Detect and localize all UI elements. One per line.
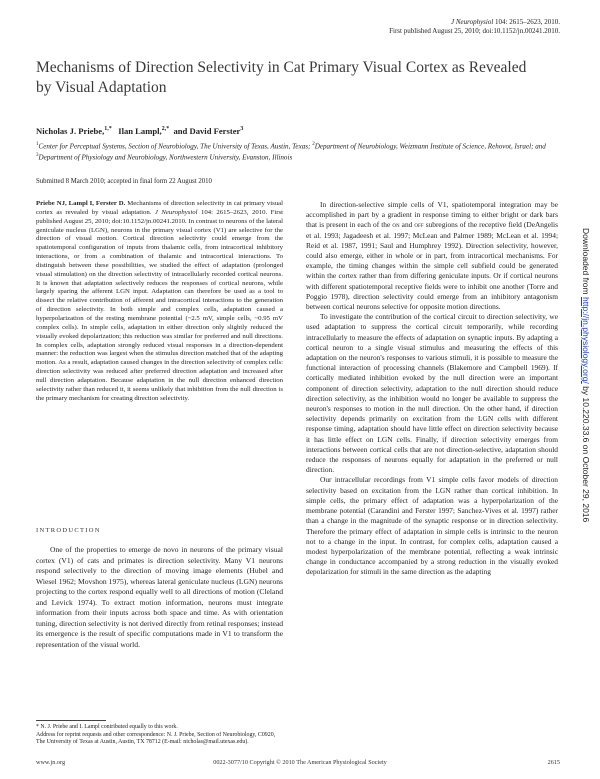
download-watermark [581,228,591,522]
journal-name: J Neurophysiol [450,18,494,26]
author-name: David Ferster [189,126,241,136]
introduction-text [36,545,283,650]
published-line: First published August 25, 2010; doi:10.1152/jn.00241.2010. [389,27,560,35]
text-run: subregions of the receptive field (DeAngelis et al. 1993; Jagadeesh et al. 1997; McLean and Palmer 1989; McLean et al. 1994; Reid et al. 1987, 1991; Saul and Humphrey 1992). Direction selectivity, however, could also emerge, either in whole or in part, from intracortical mechanisms. For example, the timing changes within the simple cell subfield could be generated within the cortex rather than from differing geniculate inputs. Or if cortical neurons with different spatiotemporal receptive fields were to inhibit one another (Torre and Poggio 1978), direction selectivity could emerge from an inhibitory antagonism between cortical neurons selective for opposite motion directions. [306,220,558,312]
page-number: 2615 [547,759,560,766]
affiliation-number: 1 [36,142,39,147]
paragraph [306,200,558,312]
text-run: In direction-selective simple cells of V1, spatiotemporal integration may be accomplished in part by a gradient in response timing to either bright or dark bars that is present in each of the [306,200,558,230]
paragraph: Our intracellular recordings from V1 simple cells favor models of direction selectivity based on excitation from the LGN rather than cortical inhibition. In simple cells, the primary effect of adaptation was a hyperpolarization of the membrane potential (Carandini and Ferster 1997; Sanchez-Vives et al. 1997) rather than a change in the magnitude of the synaptic response or in direction selectivity. Therefore the primary effect of adaptation in simple cells is intrinsic to the neuron not to a change in the input. In contrast, for complex cells, adaptation caused a modest hyperpolarization of the membrane potential, reflecting a weak intrinsic change in conductance accompanied by a strong reduction in the visually evoked depolarization for stimuli in the same direction as the adapting [306,475,558,577]
paragraph: To investigate the contribution of the cortical circuit to direction selectivity, we used adaptation to suppress the cortical circuit temporarily, while recording intracellularly to measure the effects of adaptation on synaptic inputs. By adapting a cortical neuron to a single visual stimulus and measuring the effects of this adaptation on the neuron's responses to various stimuli, it is possible to measure the functional interaction of processing channels (Blakemore and Campbell 1969). If cortically mediated inhibition evoked by the null direction were an important component of direction selectivity, adaptation to the null direction should reduce direction selectivity, as the inhibition would no longer be available to suppress the neuron's responses to motion in the null direction. On the other hand, if direction selectivity depends primarily on excitation from the LGN cells with different response timing, adaptation should have little effect on direction selectivity because it has little effect on LGN cells. Finally, if direction selectivity emerges from interactions between cortical cells that are not direction-selective, adaptation should reduce the responses of neurons equally for adaptation in the preferred or null direction. [306,312,558,475]
footnotes [36,724,283,747]
affiliation-number: 2 [312,142,315,147]
footer-website: www.jn.org [36,759,66,766]
footnote-divider [36,720,106,721]
download-link[interactable]: http://jn.physiology.org/ [581,297,591,384]
paragraph: One of the properties to emerge de novo in neurons of the primary visual cortex (V1) of cats and primates is direction selectivity. Many V1 neurons respond selectively to the direction of moving image elements (Hubel and Wiesel 1962; Movshon 1975), whereas lateral geniculate nucleus (LGN) neurons projecting to the cortex respond equally well to all directions of motion (Cleland and Levick 1974). To extract motion information, neurons must integrate information from their inputs across both space and time. As with orientation tuning, direction selectivity is not derived directly from retinal responses; instead its emergence is the result of specific computations made in V1 to transform the representation of the visual world. [36,545,283,649]
section-heading-introduction: INTRODUCTION [36,527,101,534]
submission-dates: Submitted 8 March 2010; accepted in final form 22 August 2010 [36,178,212,185]
author-superscript: 2,* [161,126,170,133]
author-list [36,126,243,136]
abstract-journal: J Neurophysiol [154,208,198,216]
abstract-title: Mechanisms of direction selectivity in cat primary visual cortex as revealed by visual adaptation. [36,200,283,216]
affiliations [36,140,556,163]
journal-reference [389,18,560,36]
off-subregion-label: off [414,220,424,230]
abstract [36,200,283,403]
on-subregion-label: on [392,220,400,230]
footnote: Address for reprint requests and other correspondence: N. J. Priebe, Section of Neurobiology, C0920, The University of Texas at Austin, Austin, TX 78712 (E-mail: nicholas@mail.utexas.edu). [36,731,276,746]
body-text-right-column [306,200,558,578]
abstract-authors: Priebe NJ, Lampl I, Ferster D. [36,200,126,207]
abstract-body: 104: 2615–2623, 2010. First published August 25, 2010; doi:10.1152/jn.00241.2010. In contrast to neurons of the lateral geniculate nucleus (LGN), neurons in the primary visual cortex (V1) are selective for the direction of visual motion. Cortical direction selectivity could emerge from the spatiotemporal configuration of inputs from thalamic cells, from intracortical inhibitory interactions, or from a combination of thalamic and intracortical interactions. To distinguish between these possibilities, we studied the effect of adaptation (prolonged visual stimulation) on the direction selectivity of intracellularly recorded cortical neurons. It is known that adaptation selectively reduces the responses of cortical neurons, while largely sparing the afferent LGN input. Adaptation can therefore be used as a tool to dissect the relative contribution of afferent and intracortical interactions to the generation of direction selectivity. In both simple and complex cells, adaptation caused a hyperpolarization of the resting membrane potential (~2.5 mV, simple cells, ~0.95 mV complex cells). In simple cells, adaptation in either direction only slightly reduced the visually evoked depolarization; this reduction was similar for preferred and null directions. In complex cells, adaptation strongly reduced visual responses in a direction-dependent manner: the reduction was largest when the stimulus direction matched that of the adapting motion. As a result, adaptation caused changes in the direction selectivity of complex cells: direction selectivity was reduced after preferred direction adaptation and increased after null direction adaptation. Because adaptation in the null direction enhanced direction selectivity rather than reduced it, it seems unlikely that inhibition from the null direction is the primary mechanism for creating direction selectivity. [36,208,284,402]
journal-citation: 104: 2615–2623, 2010. [495,18,560,26]
article-title: Mechanisms of Direction Selectivity in Cat Primary Visual Cortex as Revealed by Visual Adaptation [36,59,527,96]
author-superscript: 3 [240,126,244,133]
download-suffix: by 10.220.33.6 on October 29, 2016 [581,386,591,523]
footer-copyright: 0022-3077/10 Copyright © 2010 The American Physiological Society [213,759,387,766]
affiliation-text: Department of Neurobiology, Weizmann Institute of Science, Rehovot, Israel; and [314,142,546,151]
author-name: Ilan Lampl, [118,126,162,136]
affiliation-text: Center for Perceptual Systems, Section of Neurobiology, The University of Texas, Austin, Texas; [38,142,311,151]
affiliation-text: Department of Physiology and Neurobiology, Northwestern University, Evanston, Illinois [38,153,293,162]
text-run: and [401,220,413,230]
affiliation-number: 3 [36,153,39,159]
footnote: * N. J. Priebe and I. Lampl contributed equally to this work. [36,724,178,730]
download-prefix: Downloaded from [581,228,591,295]
author-superscript: 1,* [104,126,112,133]
author-conjunction: and [173,126,188,136]
author-name: Nicholas J. Priebe, [36,126,105,136]
